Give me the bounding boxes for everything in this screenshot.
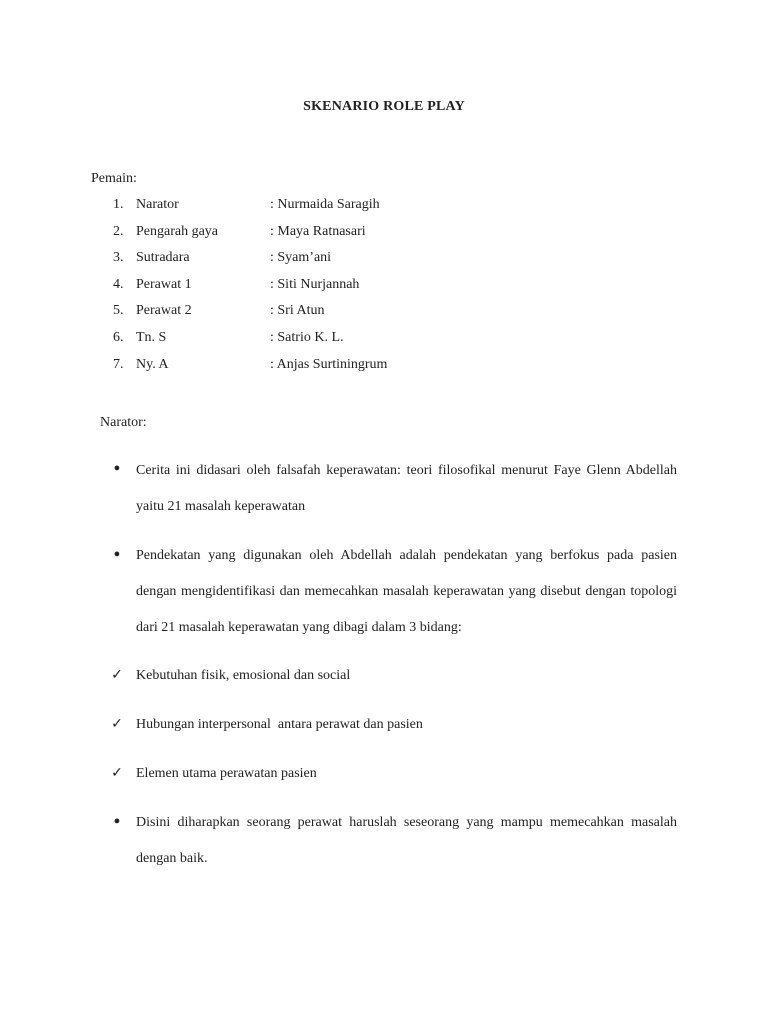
narrator-paragraph: Disini diharapkan seorang perawat haruslah seseorang yang mampu memecahkan masalah dengan baik. <box>136 815 677 866</box>
narrator-paragraph: Cerita ini didasari oleh falsafah keperawatan: teori filosofikal menurut Faye Glenn Abdellah yaitu 21 masalah keperawatan <box>136 463 677 514</box>
checklist-item: Hubungan interpersonal antara perawat dan pasien <box>136 717 423 732</box>
cast-name: : Nurmaida Saragih <box>270 197 380 212</box>
cast-role: Perawat 2 <box>136 303 192 319</box>
checklist-item: Elemen utama perawatan pasien <box>136 766 317 781</box>
bullet-icon: ● <box>113 815 121 827</box>
check-icon: ✓ <box>111 716 123 732</box>
cast-role: Tn. S <box>136 329 167 345</box>
cast-label: Pemain: <box>91 171 137 186</box>
check-icon: ✓ <box>111 765 123 781</box>
cast-number: 7. <box>113 356 124 372</box>
page-title: SKENARIO ROLE PLAY <box>303 99 465 114</box>
cast-row <box>0 357 768 384</box>
cast-row <box>0 250 768 277</box>
cast-row <box>0 197 768 224</box>
cast-row <box>0 224 768 251</box>
checklist-item: Kebutuhan fisik, emosional dan social <box>136 668 351 683</box>
cast-name: : Anjas Surtiningrum <box>270 356 388 372</box>
cast-number: 2. <box>113 223 124 239</box>
cast-name: : Syam’ani <box>270 250 332 266</box>
cast-row <box>0 330 768 357</box>
cast-role: Narator <box>136 197 179 212</box>
cast-row <box>0 277 768 304</box>
cast-name: : Maya Ratnasari <box>270 223 366 239</box>
cast-role: Ny. A <box>136 356 169 372</box>
cast-number: 6. <box>113 329 124 345</box>
cast-name: : Satrio K. L. <box>270 329 344 345</box>
bullet-icon: ● <box>113 548 121 560</box>
cast-number: 5. <box>113 303 124 319</box>
check-icon: ✓ <box>111 667 123 683</box>
cast-list <box>0 197 768 383</box>
cast-number: 4. <box>113 276 124 292</box>
bullet-icon: ● <box>113 462 121 474</box>
cast-role: Perawat 1 <box>136 276 192 292</box>
narrator-paragraph: Pendekatan yang digunakan oleh Abdellah adalah pendekatan yang berfokus pada pasien dengan mengidentifikasi dan memecahkan masalah keperawatan yang disebut dengan topologi dari 21 masalah keperawatan yang dibagi dalam 3 bidang: <box>136 548 677 635</box>
cast-name: : Sri Atun <box>270 303 325 319</box>
cast-role: Pengarah gaya <box>136 223 219 239</box>
cast-number: 3. <box>113 250 124 266</box>
cast-role: Sutradara <box>136 250 190 266</box>
narrator-label: Narator: <box>100 415 147 430</box>
cast-row <box>0 303 768 330</box>
cast-number: 1. <box>113 197 124 212</box>
cast-name: : Siti Nurjannah <box>270 276 360 292</box>
